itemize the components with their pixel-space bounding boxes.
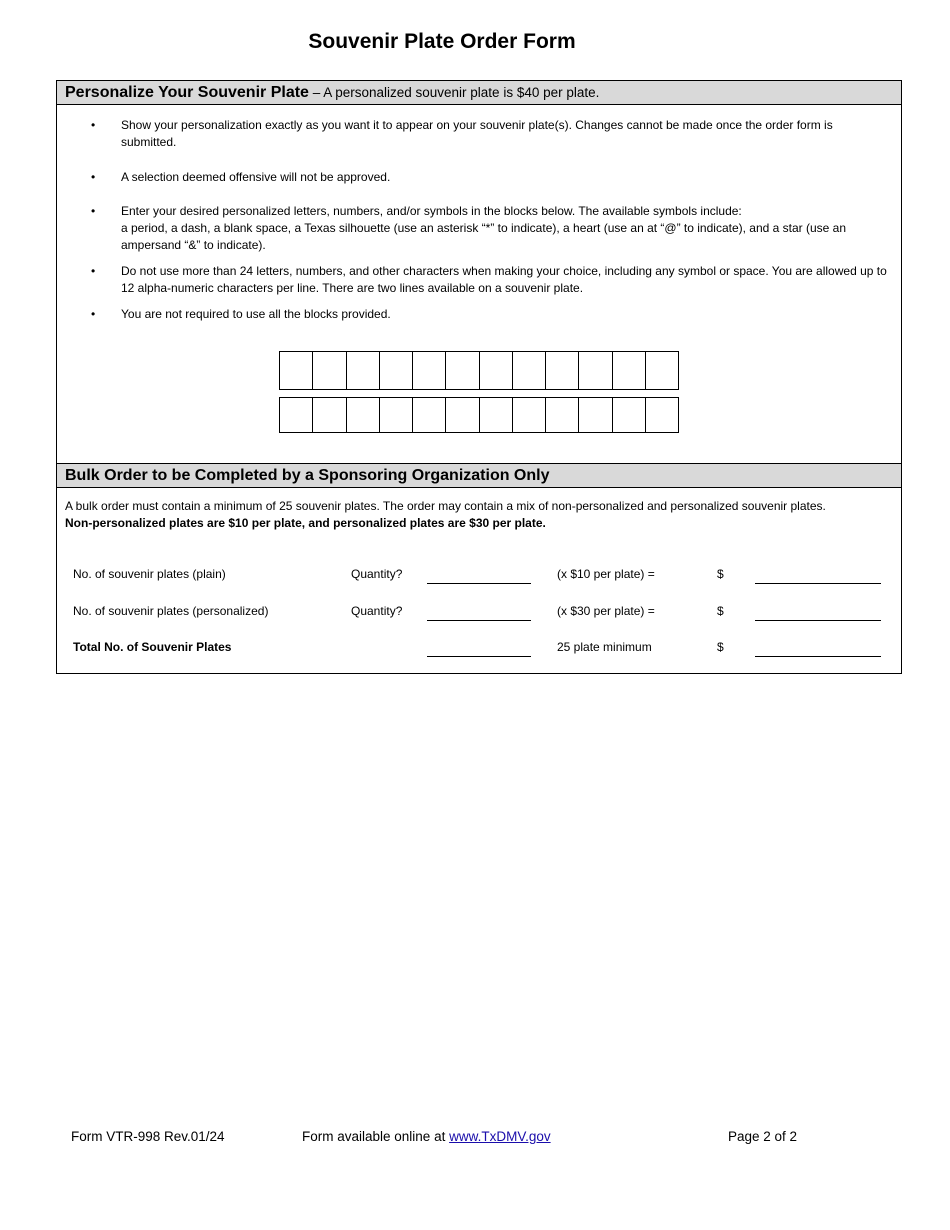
total-quantity-field[interactable] <box>427 656 531 657</box>
plate-character-block[interactable] <box>646 351 679 390</box>
form-id: Form VTR-998 Rev.01/24 <box>71 1129 225 1144</box>
total-amount-field[interactable] <box>755 656 881 657</box>
instruction-item: • You are not required to use all the blocks provided. <box>87 306 887 323</box>
plate-character-block[interactable] <box>413 351 446 390</box>
page-number: Page 2 of 2 <box>728 1129 798 1144</box>
plate-character-block[interactable] <box>513 351 546 390</box>
plate-character-block[interactable] <box>280 397 313 433</box>
plate-character-block[interactable] <box>546 351 579 390</box>
plate-character-block[interactable] <box>579 397 612 433</box>
quantity-label: Quantity? <box>351 604 403 618</box>
plate-character-block[interactable] <box>313 351 346 390</box>
personalize-section-header <box>57 81 901 105</box>
plate-character-block[interactable] <box>480 351 513 390</box>
bulk-section-header <box>57 463 901 488</box>
plate-character-block[interactable] <box>280 351 313 390</box>
row-label: No. of souvenir plates (plain) <box>73 567 226 581</box>
bulk-intro-text: A bulk order must contain a minimum of 25 souvenir plates. The order may contain a mix of non-personalized and personalized souvenir plates. Non-personalized plates are $10 per plate, and personalized plates are $30 per plate. <box>65 499 826 530</box>
minimum-note: 25 plate minimum <box>557 640 652 654</box>
quantity-field[interactable] <box>427 583 531 584</box>
txdmv-link[interactable]: www.TxDMV.gov <box>449 1129 551 1144</box>
bulk-header-title: Bulk Order to be Completed by a Sponsoring Organization Only <box>65 467 550 484</box>
personalize-header-price: – A personalized souvenir plate is $40 per plate. <box>308 85 600 100</box>
plate-character-block[interactable] <box>613 351 646 390</box>
order-form-box <box>56 80 902 674</box>
row-label: Total No. of Souvenir Plates <box>73 640 232 654</box>
rate-label: (x $10 per plate) = <box>557 567 655 581</box>
plate-character-block[interactable] <box>313 397 346 433</box>
currency-symbol: $ <box>717 640 724 654</box>
plate-line-1-blocks <box>279 351 679 390</box>
personalize-header-title: Personalize Your Souvenir Plate <box>65 84 309 101</box>
amount-field[interactable] <box>755 620 881 621</box>
page-title: Souvenir Plate Order Form <box>308 30 576 53</box>
plate-character-block[interactable] <box>413 397 446 433</box>
online-notice: Form available online at www.TxDMV.gov <box>302 1129 551 1144</box>
plate-character-block[interactable] <box>513 397 546 433</box>
quantity-field[interactable] <box>427 620 531 621</box>
plate-character-block[interactable] <box>546 397 579 433</box>
instruction-item: • A selection deemed offensive will not be approved. <box>87 169 887 186</box>
instruction-item: • Do not use more than 24 letters, numbers, and other characters when making your choice, including any symbol or space. You are allowed up to 12 alpha-numeric characters per line. There are two lines available on a souvenir plate. <box>87 263 887 297</box>
quantity-label: Quantity? <box>351 567 403 581</box>
currency-symbol: $ <box>717 604 724 618</box>
instruction-item: • Show your personalization exactly as you want it to appear on your souvenir plate(s). Changes cannot be made once the order form is submitted. <box>87 117 887 151</box>
plate-line-2-blocks <box>279 397 679 433</box>
instruction-item: • Enter your desired personalized letters, numbers, and/or symbols in the blocks below. The available symbols include: a period, a dash, a blank space, a Texas silhouette (use an asterisk “*” to indicate), a heart (use an at “@” to indicate), and a star (use an ampersand “&” to indicate). <box>87 203 887 254</box>
plate-character-block[interactable] <box>347 397 380 433</box>
order-row-plain <box>57 563 901 587</box>
plate-character-block[interactable] <box>380 397 413 433</box>
instructions-list <box>87 117 887 323</box>
order-row-total <box>57 636 901 660</box>
amount-field[interactable] <box>755 583 881 584</box>
plate-character-block[interactable] <box>613 397 646 433</box>
order-row-personalized <box>57 600 901 624</box>
currency-symbol: $ <box>717 567 724 581</box>
plate-character-block[interactable] <box>446 397 479 433</box>
plate-character-block[interactable] <box>579 351 612 390</box>
plate-character-block[interactable] <box>646 397 679 433</box>
plate-character-block[interactable] <box>380 351 413 390</box>
plate-character-block[interactable] <box>480 397 513 433</box>
row-label: No. of souvenir plates (personalized) <box>73 604 269 618</box>
plate-character-block[interactable] <box>446 351 479 390</box>
rate-label: (x $30 per plate) = <box>557 604 655 618</box>
plate-character-block[interactable] <box>347 351 380 390</box>
